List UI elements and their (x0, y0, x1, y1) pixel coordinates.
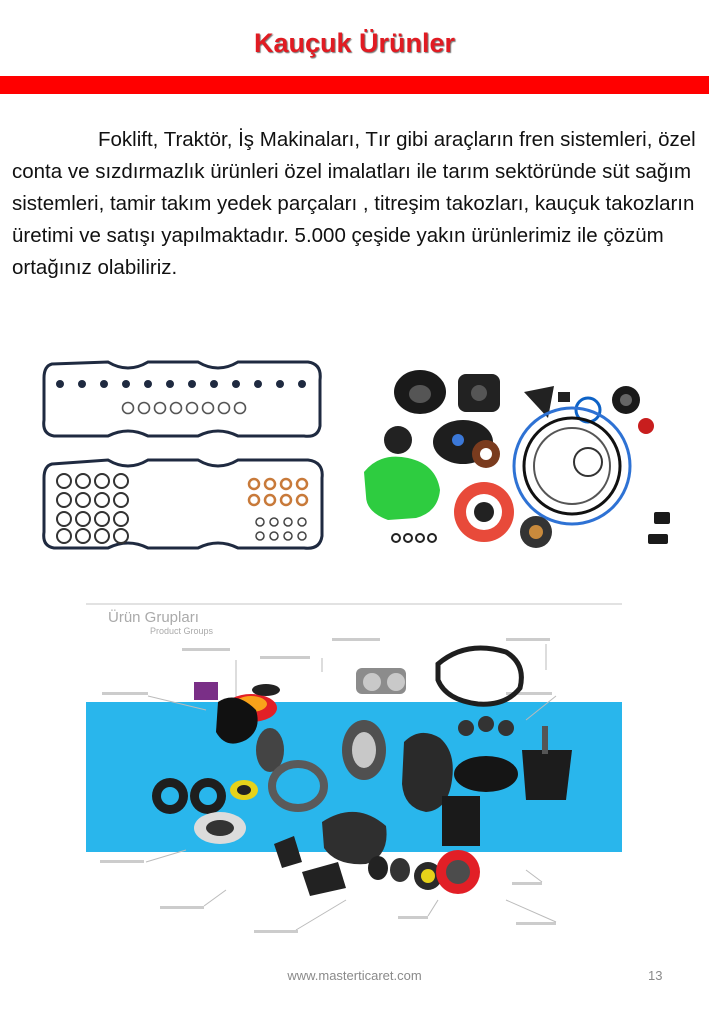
title-red-bar (0, 76, 709, 94)
footer-url: www.masterticaret.com (287, 968, 422, 983)
rubber-parts-image (358, 362, 678, 554)
page-title: Kauçuk Ürünler (253, 28, 456, 58)
product-groups-subheading: Product Groups (150, 626, 214, 636)
gasket-kit-image (38, 354, 328, 559)
intro-paragraph (12, 124, 700, 284)
product-groups-image (86, 600, 622, 938)
intro-paragraph-text: Foklift, Traktör, İş Makinaları, Tır gibi araçların fren sistemleri, özel conta ve sızdırmazlık ürünleri özel imalatları ile tarım sektöründe süt sağım sistemleri, tamir takım yedek parçaları , titreşim takozları, kauçuk takozların üretimi ve satışı yapılmaktadır. 5.000 çeşide yakın ürünlerimiz ile çözüm ortağınız olabiliriz. (12, 128, 696, 279)
product-groups-heading: Ürün Grupları (108, 609, 199, 626)
page-number: 13 (648, 968, 663, 983)
